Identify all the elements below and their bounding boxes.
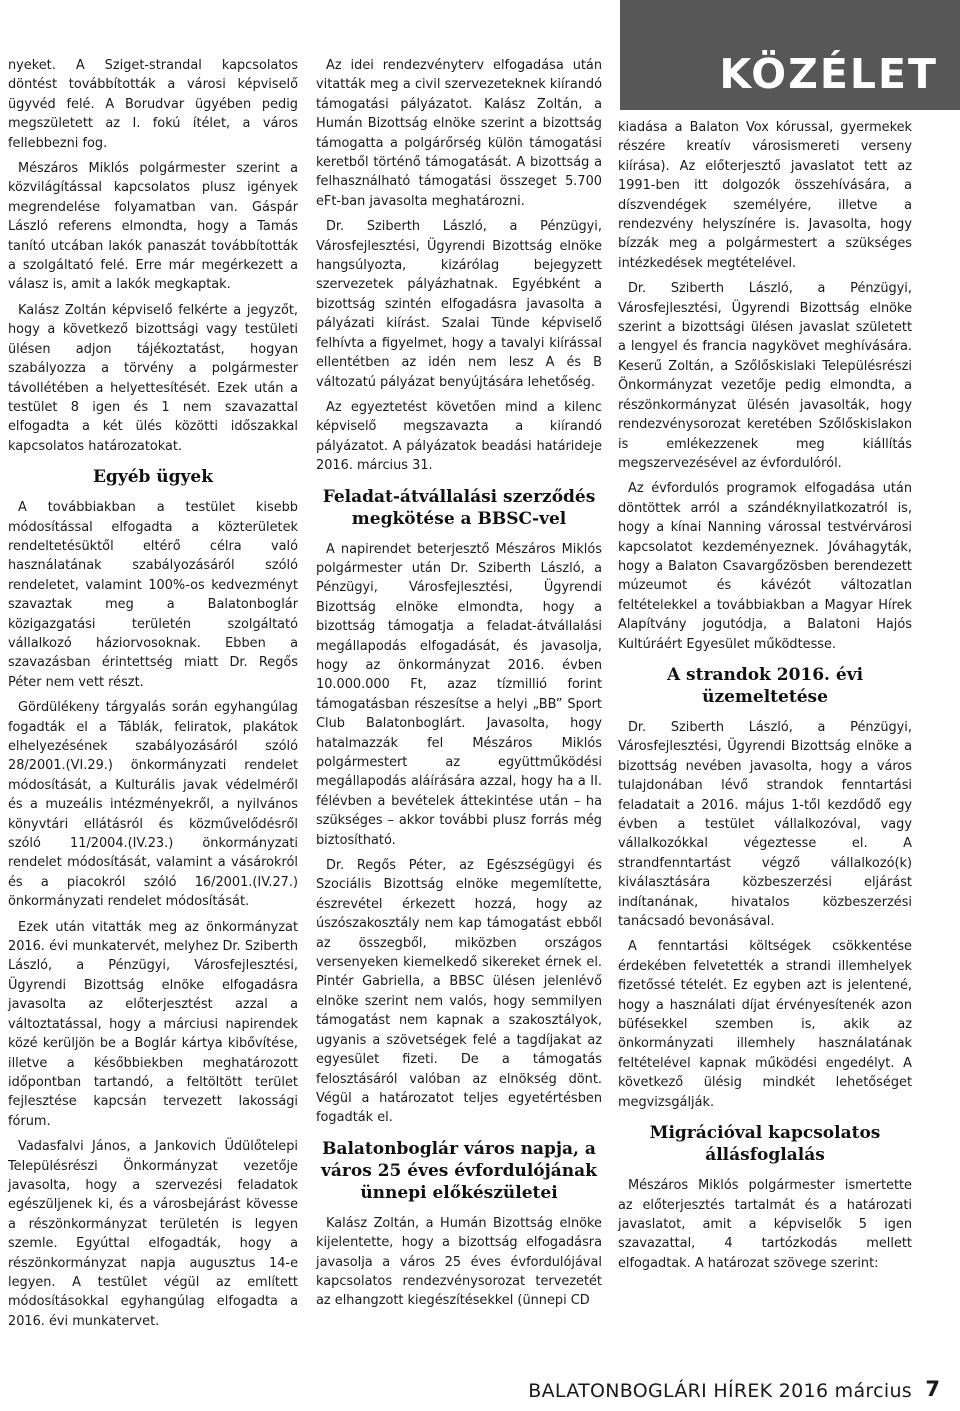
column-2 xyxy=(316,56,602,1317)
section-heading: A strandok 2016. évi üzemeltetése xyxy=(666,664,864,707)
paragraph: Ezek után vitatták meg az önkormányzat 2016. évi munkatervét, melyhez Dr. Sziberth László, a Pénzügyi, Városfejlesztési, Ügyrendi Bizottság elnöke elfogadásra javasolta az előterjesztést azzal a változtatással, hogy a márciusi napirendek közé kerüljön be a Boglár kártya kibővítése, illetve a későbbiekben meghatározott időpontban tartandó, a feltöltött terület fejlesztése kapcsán tervezett lakossági fórum. xyxy=(8,919,298,1129)
paragraph: Dr. Sziberth László, a Pénzügyi, Városfejlesztési, Ügyrendi Bizottság elnöke a bizottság nevében javasolta, hogy a város tulajdonában lévő strandok fenntartási feladatait a 2016. május 1-től kezdődő egy évben a testület vállalkozóval, vagy vállalkozókkal végeztesse el. A strandfenntartást végző vállalkozó(k) kiválasztására közbeszerzési eljárást indítanának, hivatalos közbeszerzési tanácsadó bevonásával. xyxy=(618,719,912,930)
section-title: KÖZÉLET xyxy=(719,50,938,98)
paragraph: Az egyeztetést követően mind a kilenc képviselő megszavazta a kiírandó pályázatot. A pályázatok beadási határideje 2016. március 31. xyxy=(316,399,602,474)
column-3 xyxy=(618,118,912,1279)
paragraph: A továbbiakban a testület kisebb módosítással elfogadta a közterületek rendeltetésüktől eltérő célra való használatának szabályozásáról szóló rendeletet, valamint 100%-os kedvezményt szavaztak meg a Balatonboglár közigazgatási területén szolgáltató vállalkozó háziorvosoknak. Ebben a szavazásban érintettség miatt Dr. Regős Péter nem vett részt. xyxy=(8,500,298,690)
paragraph: Vadasfalvi János, a Jankovich Üdülőtelepi Településrészi Önkormányzat vezetője javasolta, hogy a szervezési feladatok egészüljenek ki, és a városbejárást kövesse a részönkormányzat területén is legyen szemle. Egyúttal elfogadták, hogy a részönkormányzat napja augusztus 14-e legyen. A testület végül az említett módosításokkal egyhangúlag elfogadta a 2016. évi munkatervet. xyxy=(8,1139,298,1329)
section-heading: Balatonboglár város napja, a város 25 éves évfordulójának ünnepi előkészületei xyxy=(321,1138,597,1203)
publication-footer: BALATONBOGLÁRI HÍREK 2016 március xyxy=(528,1380,912,1402)
page-number: 7 xyxy=(925,1377,940,1401)
paragraph: Az évfordulós programok elfogadása után döntöttek arról a szándéknyilatkozatról is, hogy a kínai Nanning várossal testvérvárosi kapcsolatot kezdeményeznek. Jóváhagyták, hogy a Balaton Csavargőzösben berendezett múzeumot és kávézót változatlan feltételekkel a továbbiakban a Magyar Hírek Alapítvány jogutódja, a Balatoni Hajós Kultúráért Egyesület működtesse. xyxy=(618,481,912,652)
section-heading: Migrációval kapcsolatos állásfoglalás xyxy=(649,1123,881,1166)
section-heading: Egyéb ügyek xyxy=(92,467,214,488)
paragraph: A fenntartási költségek csökkentése érdekében felvetették a strandi illemhelyek fizetőssé tételét. Ez egyben azt is jelentené, hogy a használati díjat érvényesítenék azon büfésekkel szemben is, akik az önkormányzati illemhely használatának feltételével kapnak működési engedélyt. A következő ülésig mindkét lehetőséget megvizsgálják. xyxy=(618,939,912,1110)
paragraph: Dr. Regős Péter, az Egészségügyi és Szociális Bizottság elnöke megemlítette, észrevétel érkezett hozzá, hogy az úszószakosztály nem kap támogatást ebből az összegből, miközben országos versenyeken kiemelkedő sikereket érnek el. Pintér Gabriella, a BBSC ülésen jelenlévő elnöke szerint nem valós, hogy semmilyen támogatást nem kapnak a szakosztályok, ugyanis a szövetségek felé a tagdíjakat az egyesület fizeti. De a támogatás felosztásáról valóban az elnökség dönt. Végül a határozatot teljes egyetértésben fogadták el. xyxy=(316,858,602,1126)
section-heading: Feladat-átvállalási szerződés megkötése a BBSC-vel xyxy=(322,486,596,529)
paragraph: Az idei rendezvényterv elfogadása után vitatták meg a civil szervezeteknek kiírandó támogatási pályázatot. Kalász Zoltán, a Humán Bizottság elnöke szerint a bizottság támogatta a polgárőrség külön támogatási keretből történő támogatását. A bizottság a felhasználható támogatási összeget 5.700 eFt-ban javasolta meghatározni. xyxy=(316,58,602,209)
column-1 xyxy=(8,56,298,1337)
paragraph: A napirendet beterjesztő Mészáros Miklós polgármester után Dr. Sziberth László, a Pénzügyi, Városfejlesztési, Ügyrendi Bizottság elnöke elmondta, hogy a bizottság támogatja a feladat-átvállalási megállapodás elfogadását, és javasolja, hogy az önkormányzat 2016. évben 10.000.000 Ft, azaz tízmillió forint támogatásban részesítse a helyi „BB” Sport Club Balatonboglárt. Javasolta, hogy hatalmazzák fel Mészáros Miklós polgármestert az együttműködési megállapodás aláírására azzal, hogy ha a II. félévben a bevételek áttekintése után – ha szükséges – akkor további plusz forrás még biztosítható. xyxy=(316,541,602,848)
paragraph: Gördülékeny tárgyalás során egyhangúlag fogadták el a Táblák, feliratok, plakátok elhelyezésének szabályozásáról szóló 28/2001.(VI.29.) önkormányzati rendelet módosítását, a Kulturális javak védelméről és a muzeális intézményekről, a nyilvános könyvtári ellátásról és közművelődésről szóló 11/2004.(IV.23.) önkormányzati rendelet módosítását, valamint a vásárokról és a piacokról szóló 16/2001.(IV.27.) önkormányzati rendelet módosítását. xyxy=(8,700,298,910)
paragraph: Kalász Zoltán képviselő felkérte a jegyzőt, hogy a következő bizottsági vagy testületi ülésen adjon tájékoztatást, hogyan szabályozza a törvény a polgármester távollétében a helyettesítését. Ezek után a testület 8 igen és 1 nem szavazattal elfogadta a két ülés közötti időszakkal kapcsolatos határozatokat. xyxy=(8,302,298,454)
paragraph: nyeket. A Sziget-strandal kapcsolatos döntést továbbították a városi képviselő ügyvéd felé. A Borudvar ügyében pedig megszületett az I. fokú ítélet, a város fellebbezni fog. xyxy=(8,58,298,151)
paragraph: Dr. Sziberth László, a Pénzügyi, Városfejlesztési, Ügyrendi Bizottság elnöke szerint a bizottsági ülésen javaslat született a lengyel és francia nagykövet meghívására. Keserű Zoltán, a Szőlőskislaki Településrészi Önkormányzat vezetője pedig elmondta, a részönkormányzat ülésén javasolták, hogy rendezvénysorozat keretében Szőlőskislakon is emlékezzenek meg kiállítás megszervezésével az évfordulóról. xyxy=(618,281,912,471)
section-banner xyxy=(620,0,960,110)
paragraph: Mészáros Miklós polgármester szerint a közvilágítással kapcsolatos plusz igények megrendelése folyamatban van. Gáspár László referens elmondta, hogy a Tamás tanító utcában lakók panaszát továbbították a szolgáltató felé. Erre már megérkezett a válasz is, amit a lakók megkaptak. xyxy=(8,161,298,293)
paragraph: Kalász Zoltán, a Humán Bizottság elnöke kijelentette, hogy a bizottság elfogadásra javasolja a város 25 éves évfordulójával kapcsolatos rendezvénysorozat tervezetét az elhangzott kiegészítésekkel (ünnepi CD xyxy=(316,1215,602,1309)
paragraph: Mészáros Miklós polgármester ismertette az előterjesztés tartalmát és a határozati javaslatot, amit a képviselők 5 igen szavazattal, 4 tartózkodás mellett elfogadtak. A határozat szövege szerint: xyxy=(618,1178,912,1271)
paragraph: kiadása a Balaton Vox kórussal, gyermekek részére kreatív városismereti verseny kiírása). Az előterjesztő javaslatot tett az 1991-ben itt dolgozók összehívására, a díszvendégek személyére, illetve a rendezvény helyszínére is. Javasolta, hogy bízzák meg a polgármestert a szükséges intézkedések megtételével. xyxy=(618,120,912,271)
paragraph: Dr. Sziberth László, a Pénzügyi, Városfejlesztési, Ügyrendi Bizottság elnöke hangsúlyozta, kizárólag bejegyzett szervezetek pályázhatnak. Egyébként a bizottság szintén elfogadásra javasolta a pályázati kiírást. Szalai Tünde képviselő felhívta a figyelmet, hogy a tavalyi kiírással ellentétben az idén nem lesz A és B változatú pályázat benyújtására lehetőség. xyxy=(316,219,602,390)
